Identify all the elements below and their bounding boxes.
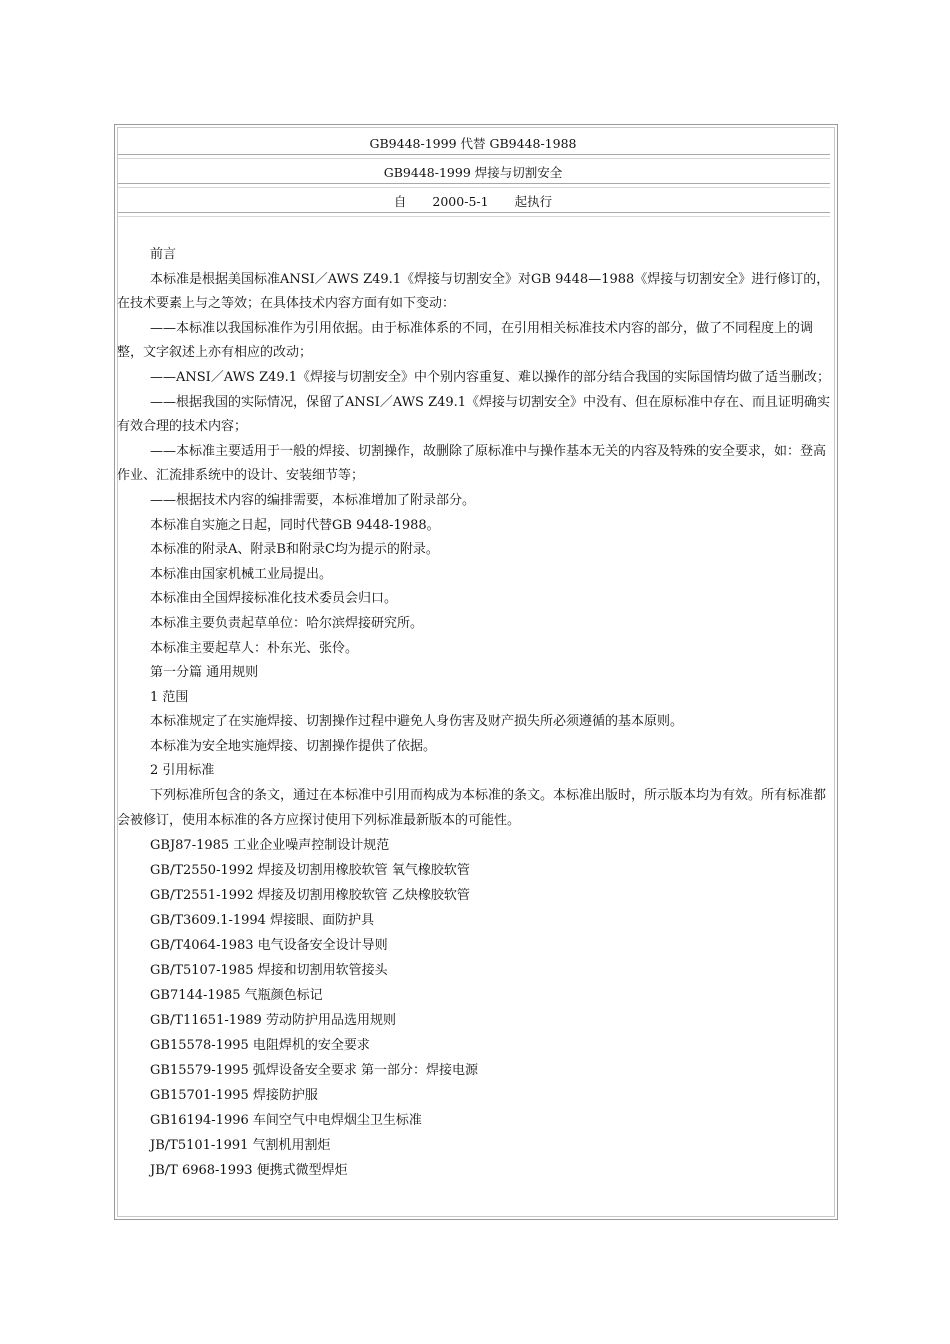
body-paragraph: 本标准的附录A、附录B和附录C均为提示的附录。 bbox=[150, 542, 439, 558]
body-paragraph: 本标准规定了在实施焊接、切割操作过程中避免人身伤害及财产损失所必须遵循的基本原则。 bbox=[150, 714, 684, 730]
body-paragraph: 下列标准所包含的条文，通过在本标准中引用而构成为本标准的条文。本标准出版时，所示版本均为有效。所有标准都会被修订，使用本标准的各方应探讨使用下列标准最新版本的可能性。 bbox=[117, 788, 827, 828]
header-divider bbox=[118, 212, 830, 217]
effective-date: 2000-5-1 bbox=[432, 194, 489, 209]
body-paragraph: ——根据技术内容的编排需要，本标准增加了附录部分。 bbox=[150, 492, 476, 508]
body-paragraph: ——ANSI／AWS Z49.1《焊接与切割安全》中个别内容重复、难以操作的部分结合我国的实际国情均做了适当删改； bbox=[150, 369, 831, 385]
reference-item: GB/T2551-1992 焊接及切割用橡胶软管 乙炔橡胶软管 bbox=[150, 888, 470, 904]
reference-item: GB16194-1996 车间空气中电焊烟尘卫生标准 bbox=[150, 1113, 422, 1129]
reference-item: GB15579-1995 弧焊设备安全要求 第一部分：焊接电源 bbox=[150, 1063, 479, 1079]
reference-item: GB/T2550-1992 焊接及切割用橡胶软管 氧气橡胶软管 bbox=[150, 863, 470, 879]
section-heading-scope: 1 范围 bbox=[150, 689, 189, 705]
reference-item: GB15578-1995 电阻焊机的安全要求 bbox=[150, 1038, 370, 1054]
effective-prefix: 自 bbox=[393, 194, 407, 209]
body-paragraph: 本标准为安全地实施焊接、切割操作提供了依据。 bbox=[150, 738, 437, 754]
reference-item: GBJ87-1985 工业企业噪声控制设计规范 bbox=[150, 838, 390, 854]
body-paragraph: 本标准主要负责起草单位：哈尔滨焊接研究所。 bbox=[150, 615, 424, 631]
header-divider bbox=[118, 154, 830, 159]
header-divider bbox=[118, 183, 830, 188]
reference-item: GB7144-1985 气瓶颜色标记 bbox=[150, 988, 323, 1004]
reference-item: GB/T11651-1989 劳动防护用品选用规则 bbox=[150, 1013, 396, 1029]
body-paragraph: 本标准主要起草人：朴东光、张伶。 bbox=[150, 640, 359, 656]
document-body bbox=[117, 243, 833, 1183]
header-title: GB9448-1999 焊接与切割安全 bbox=[383, 165, 563, 180]
reference-item: GB15701-1995 焊接防护服 bbox=[150, 1088, 318, 1104]
body-paragraph: ——根据我国的实际情况，保留了ANSI／AWS Z49.1《焊接与切割安全》中没有、但在原标准中存在、而且证明确实有效合理的技术内容； bbox=[117, 394, 831, 435]
reference-list bbox=[117, 833, 833, 1183]
reference-item: JB/T 6968-1993 便携式微型焊炬 bbox=[150, 1163, 348, 1179]
reference-item: GB/T4064-1983 电气设备安全设计导则 bbox=[150, 938, 388, 954]
body-paragraph: 本标准由全国焊接标准化技术委员会归口。 bbox=[150, 591, 398, 607]
part-heading: 第一分篇 通用规则 bbox=[150, 665, 259, 681]
section-heading-foreword: 前言 bbox=[150, 247, 177, 262]
reference-item: GB/T3609.1-1994 焊接眼、面防护具 bbox=[150, 913, 375, 929]
body-paragraph: 本标准是根据美国标准ANSI／AWS Z49.1《焊接与切割安全》对GB 9448—1988《焊接与切割安全》进行修订的，在技术要素上与之等效；在具体技术内容方面有如下变动： bbox=[117, 271, 830, 312]
body-paragraph: 本标准由国家机械工业局提出。 bbox=[150, 566, 333, 582]
effective-suffix: 起执行 bbox=[514, 194, 553, 209]
header-effective-date bbox=[118, 192, 828, 210]
section-heading-references: 2 引用标准 bbox=[150, 763, 215, 779]
reference-item: GB/T5107-1985 焊接和切割用软管接头 bbox=[150, 963, 388, 979]
body-paragraph: ——本标准主要适用于一般的焊接、切割操作，故删除了原标准中与操作基本无关的内容及特殊的安全要求，如：登高作业、汇流排系统中的设计、安装细节等； bbox=[117, 443, 827, 484]
body-paragraph: ——本标准以我国标准作为引用依据。由于标准体系的不同，在引用相关标准技术内容的部分，做了不同程度上的调整，文字叙述上亦有相应的改动； bbox=[117, 320, 814, 361]
header-replacement-line: GB9448-1999 代替 GB9448-1988 bbox=[369, 136, 577, 151]
reference-item: JB/T5101-1991 气割机用割炬 bbox=[150, 1138, 331, 1154]
body-paragraph: 本标准自实施之日起，同时代替GB 9448-1988。 bbox=[150, 517, 440, 533]
